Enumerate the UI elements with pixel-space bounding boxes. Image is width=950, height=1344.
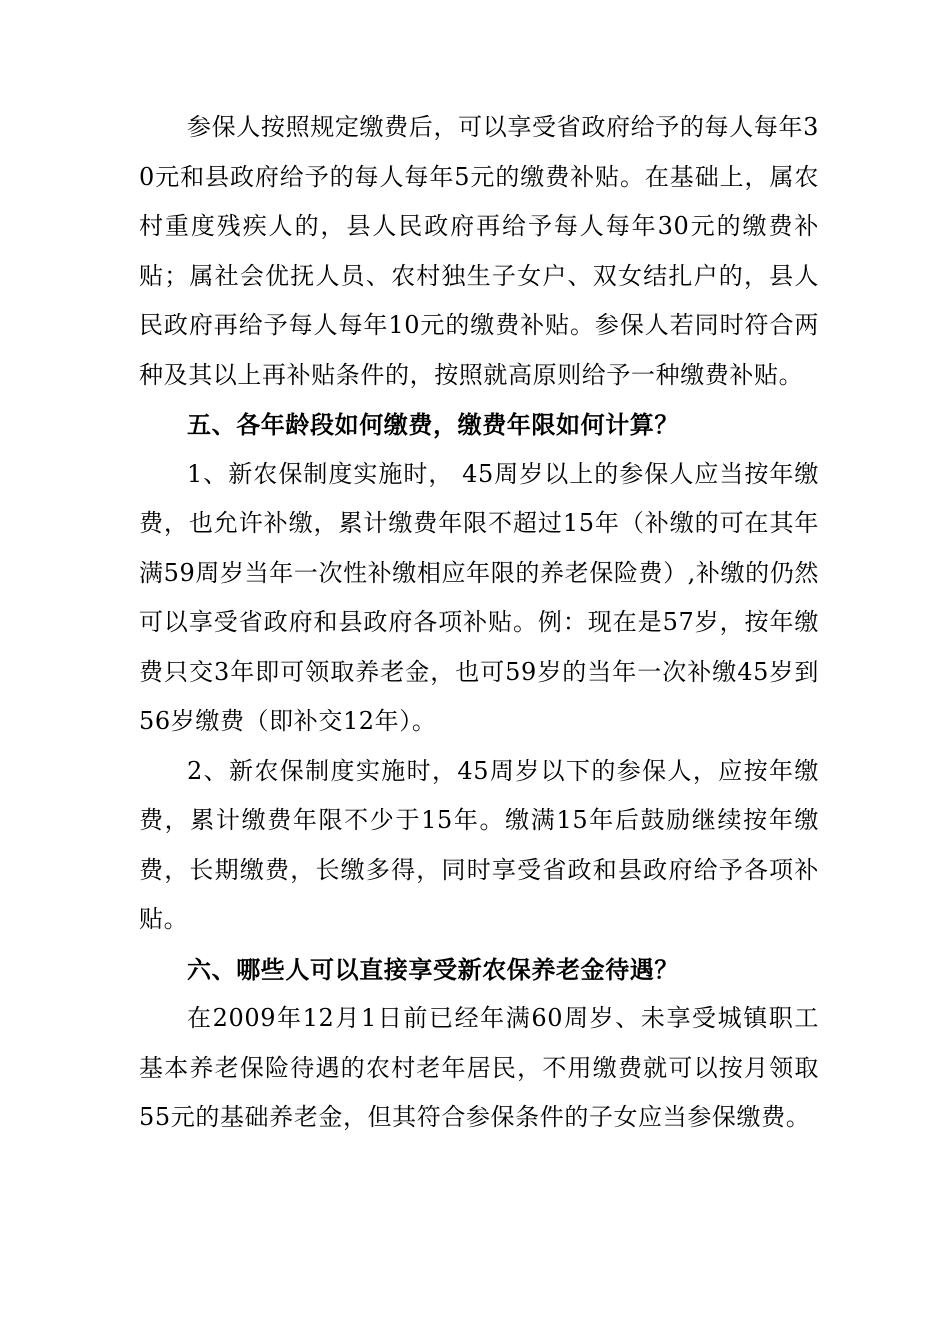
paragraph-subsidy: 参保人按照规定缴费后，可以享受省政府给予的每人每年30元和县政府给予的每人每年5元的缴费补贴。在基础上，属农村重度残疾人的，县人民政府再给予每人每年30元的缴费补贴；属社会优抚人员、农村独生子女户、双女结扎户的，县人民政府再给予每人每年10元的缴费补贴。参保人若同时符合两种及其以上再补贴条件的，按照就高原则给予一种缴费补贴。 bbox=[139, 113, 819, 389]
paragraph-under-45: 2、新农保制度实施时，45周岁以下的参保人，应按年缴费，累计缴费年限不少于15年。缴满15年后鼓励继续按年缴费，长期缴费，长缴多得，同时享受省政和县政府给予各项补贴。 bbox=[139, 756, 819, 933]
section-heading-5: 五、各年龄段如何缴费，缴费年限如何计算？ bbox=[187, 410, 679, 439]
paragraph-eligibility: 在2009年12月1日前已经年满60周岁、未享受城镇职工基本养老保险待遇的农村老年居民，不用缴费就可以按月领取55元的基础养老金，但其符合参保条件的子女应当参保缴费。 bbox=[139, 1004, 819, 1131]
document-body bbox=[139, 103, 819, 1143]
section-heading-6: 六、哪些人可以直接享受新农保养老金待遇？ bbox=[187, 954, 679, 984]
paragraph-over-45: 1、新农保制度实施时， 45周岁以上的参保人应当按年缴费，也允许补缴，累计缴费年限不超过15年（补缴的可在其年满59周岁当年一次性补缴相应年限的养老保险费）,补缴的仍然可以享受省政府和县政府各项补贴。例：现在是57岁，按年缴费只交3年即可领取养老金，也可59岁的当年一次补缴45岁到56岁缴费（即补交12年）。 bbox=[139, 459, 819, 735]
